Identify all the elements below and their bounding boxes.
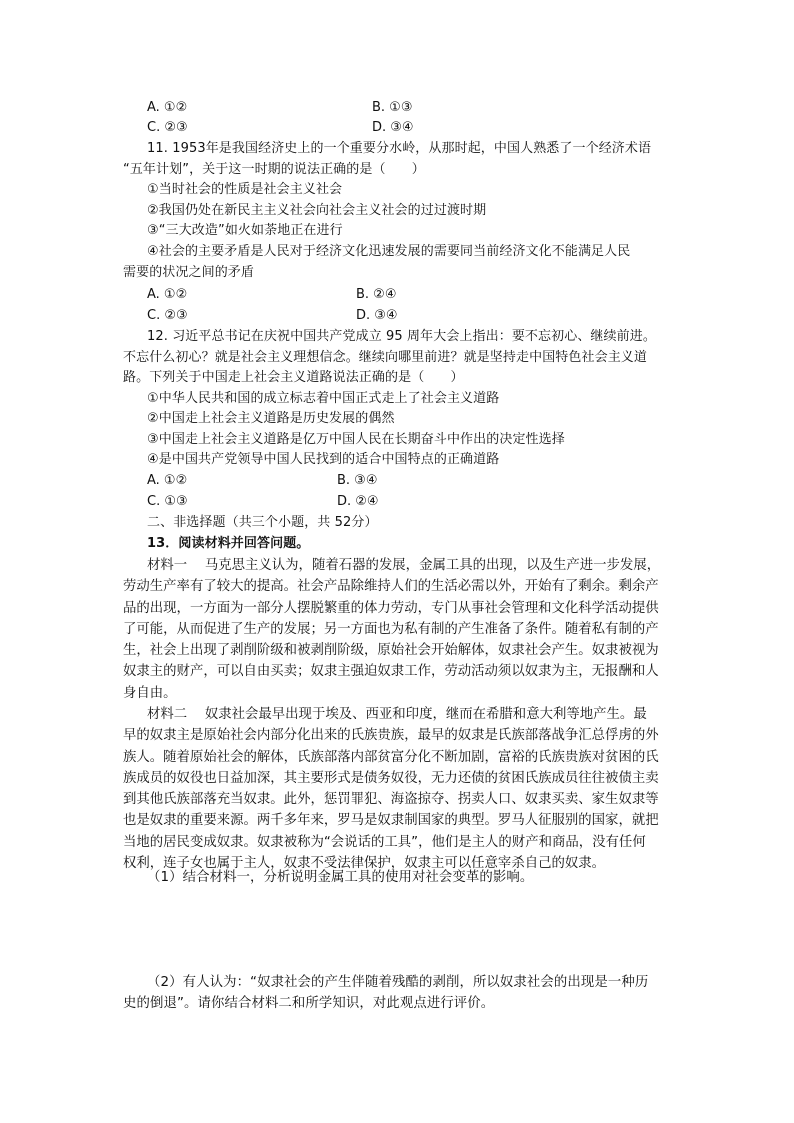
q11-item-4-line2: 需要的状况之间的矛盾: [123, 265, 255, 280]
q11-stem-line1: 11. 1953年是我国经济史上的一个重要分水岭，从那时起，中国人熟悉了一个经济术语: [147, 141, 652, 156]
q12-option-b[interactable]: B. ③④: [337, 473, 378, 488]
material1-line: 奴隶主的财产，可以自由买卖；奴隶主强迫奴隶工作，劳动活动须以奴隶为主，无报酬和人: [123, 664, 659, 680]
q12-item-3: ③中国走上社会主义道路是亿万中国人民在长期奋斗中作出的决定性选择: [147, 432, 565, 447]
material1-line: 生，社会上出现了剥削阶级和被剥削阶级，原始社会开始解体，奴隶社会产生。奴隶被视为: [123, 643, 659, 659]
q13-material-1: [123, 555, 679, 704]
q12-item-2: ②中国走上社会主义道路是历史发展的偶然: [147, 411, 395, 426]
material2-line: 权利，连子女也属于主人，奴隶不受法律保护，奴隶主可以任意宰杀自己的奴隶。: [123, 856, 606, 872]
q11-option-b[interactable]: B. ②④: [356, 287, 397, 302]
q12-item-4: ④是中国共产党领导中国人民找到的适合中国特点的正确道路: [147, 452, 500, 467]
q12-option-d[interactable]: D. ②④: [337, 494, 379, 509]
material2-line: 材料二 奴隶社会最早出现于埃及、西亚和印度，继而在希腊和意大利等地产生。最: [147, 707, 647, 722]
q12-stem-line3: 路。下列关于中国走上社会主义道路说法正确的是（ ）: [123, 370, 464, 385]
q12-stem-line2: 不忘什么初心？就是社会主义理想信念。继续向哪里前进？就是坚持走中国特色社会主义道: [123, 350, 648, 365]
q11-stem-line2: “五年计划”，关于这一时期的说法正确的是（ ）: [123, 162, 425, 177]
q13-material-2: [123, 704, 679, 874]
material2-line: 早的奴隶主是原始社会内部分化出来的氏族贵族，最早的奴隶是氏族部落战争汇总俘虏的外: [123, 728, 659, 744]
q10-option-c[interactable]: C. ②③: [147, 120, 188, 135]
material2-line: 也是奴隶的重要来源。两千多年来，罗马是奴隶制国家的典型。罗马人征服别的国家，就把: [123, 813, 659, 829]
q13-title: 13．阅读材料并回答问题。: [147, 536, 310, 551]
material2-line: 当地的居民变成奴隶。奴隶被称为“会说话的工具”，他们是主人的财产和商品，没有任何: [123, 834, 646, 850]
material1-line: 材料一 马克思主义认为，随着石器的发展，金属工具的出现，以及生产进一步发展，: [147, 558, 661, 573]
q10-option-d[interactable]: D. ③④: [372, 120, 414, 135]
material2-line: 族成员的奴役也日益加深，其主要形式是债务奴役，无力还债的贫困氏族成员往往被债主卖: [123, 770, 659, 786]
q11-option-c[interactable]: C. ②③: [147, 308, 188, 323]
q11-option-a[interactable]: A. ①②: [147, 287, 188, 302]
q10-option-a[interactable]: A. ①②: [147, 100, 188, 115]
q12-stem-line1: 12. 习近平总书记在庆祝中国共产党成立 95 周年大会上指出：要不忘初心、继续前进。: [147, 329, 656, 344]
material1-line: 了可能，从而促进了生产的发展；另一方面也为私有制的产生准备了条件。随着私有制的产: [123, 621, 659, 637]
q11-item-3: ③“三大改造”如火如荼地正在进行: [147, 223, 343, 238]
material1-line: 劳动生产率有了较大的提高。社会产品除维持人们的生活必需以外，开始有了剩余。剩余产: [123, 579, 659, 595]
q11-item-4-line1: ④社会的主要矛盾是人民对于经济文化迅速发展的需要同当前经济文化不能满足人民: [147, 244, 631, 259]
q13-sub-question-2-line1: （2）有人认为：“奴隶社会的产生伴随着残酷的剥削，所以奴隶社会的出现是一种历: [147, 975, 649, 990]
q12-option-c[interactable]: C. ①③: [147, 494, 188, 509]
q10-option-b[interactable]: B. ①③: [372, 100, 413, 115]
q12-item-1: ①中华人民共和国的成立标志着中国正式走上了社会主义道路: [147, 391, 500, 406]
q11-item-1: ①当时社会的性质是社会主义社会: [147, 182, 343, 197]
q13-sub-question-1: （1）结合材料一，分析说明金属工具的使用对社会变革的影响。: [147, 870, 534, 885]
section-heading-nonchoice: 二、非选择题（共三个小题，共 52分）: [147, 515, 378, 530]
q12-option-a[interactable]: A. ①②: [147, 473, 188, 488]
q11-item-2: ②我国仍处在新民主主义社会向社会主义社会的过过渡时期: [147, 203, 487, 218]
material2-line: 族人。随着原始社会的解体，氏族部落内部贫富分化不断加剧，富裕的氏族贵族对贫困的氏: [123, 749, 659, 765]
material1-line: 身自由。: [123, 685, 177, 701]
q11-option-d[interactable]: D. ③④: [356, 308, 398, 323]
material1-line: 品的出现，一方面为一部分人摆脱繁重的体力劳动，专门从事社会管理和文化科学活动提供: [123, 600, 659, 616]
material2-line: 到其他氏族部落充当奴隶。此外，惩罚罪犯、海盗掠夺、拐卖人口、奴隶买卖、家生奴隶等: [123, 792, 659, 808]
q13-sub-question-2-line2: 史的倒退”。请你结合材料二和所学知识，对此观点进行评价。: [123, 996, 495, 1011]
